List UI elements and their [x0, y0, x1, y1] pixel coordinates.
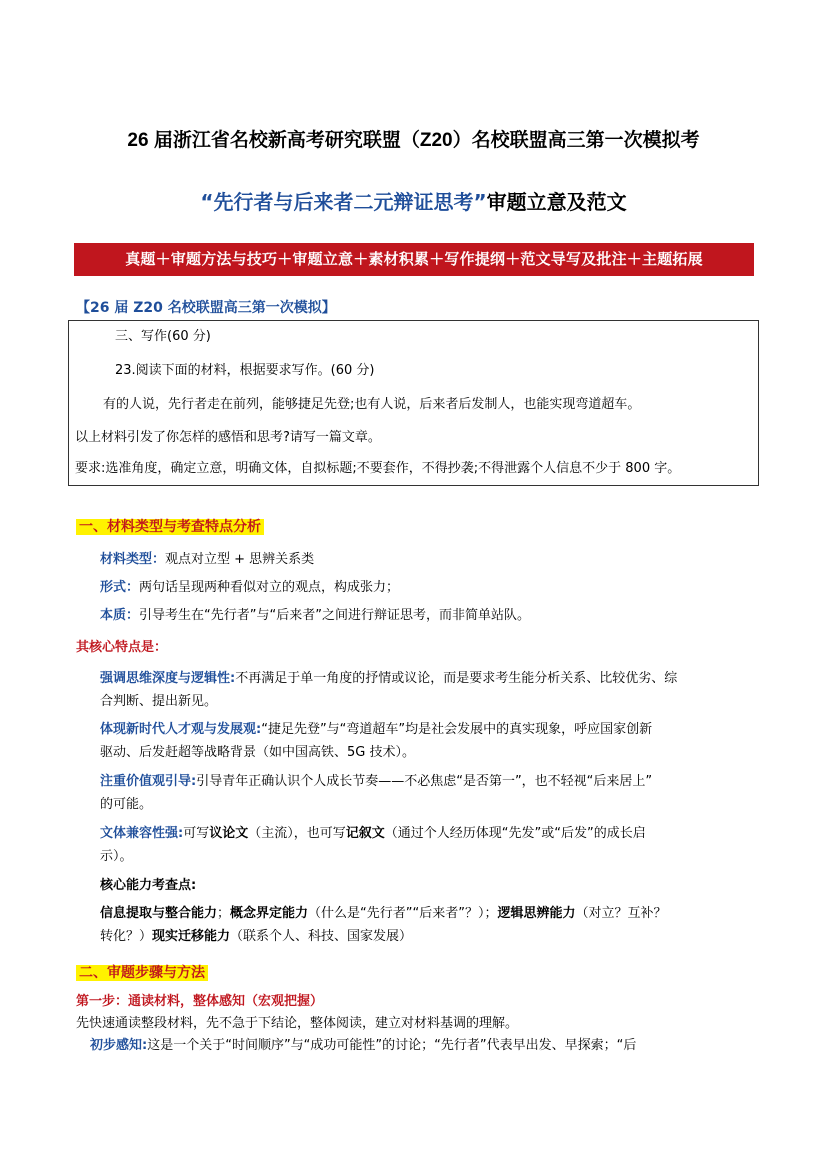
- step1-text: 先快速通读整段材料，先不急于下结论，整体阅读，建立对材料基调的理解。: [76, 1016, 519, 1031]
- ability-heading: 核心能力考查点:: [100, 878, 197, 893]
- question-material: 有的人说，先行者走在前列，能够捷足先登;也有人说，后来者后发制人，也能实现弯道超车。: [103, 397, 641, 412]
- question-requirement: 要求:选准角度，确定立意，明确文体，自拟标题;不要套作，不得抄袭;不得泄露个人信息不少于 800 字。: [75, 461, 681, 476]
- exam-label: 【26 届 Z20 名校联盟高三第一次模拟】: [76, 300, 336, 316]
- question-box: [68, 320, 759, 486]
- point2: 体现新时代人才观与发展观:“捷足先登”与“弯道超车”均是社会发展中的真实现象，呼应国家创新 驱动、后发赶超等战略背景（如中国高铁、5G 技术）。: [100, 722, 653, 760]
- subtitle-topic: “先行者与后来者二元辩证思考”: [200, 190, 487, 214]
- question-section: 三、写作(60 分): [115, 329, 211, 344]
- step1-heading: 第一步：通读材料，整体感知（宏观把握）: [76, 994, 324, 1009]
- section2-heading: 二、审题步骤与方法: [76, 962, 208, 983]
- section1-heading: 一、材料类型与考查特点分析: [76, 516, 264, 537]
- document-title: 26 届浙江省名校新高考研究联盟（Z20）名校联盟高三第一次模拟考: [127, 130, 700, 151]
- ability-points: 信息提取与整合能力；概念界定能力（什么是“先行者”“后来者”？）；逻辑思辨能力（对立？互补？ 转化？）现实迁移能力（联系个人、科技、国家发展）: [100, 906, 667, 944]
- form-line: 形式：两句话呈现两种看似对立的观点，构成张力；: [100, 580, 400, 595]
- core-features-heading: 其核心特点是：: [76, 640, 168, 655]
- material-type-line: 材料类型：观点对立型 + 思辨关系类: [100, 552, 315, 567]
- essence-line: 本质：引导考生在“先行者”与“后来者”之间进行辩证思考，而非简单站队。: [100, 608, 530, 623]
- initial-perception: 初步感知:这是一个关于“时间顺序”与“成功可能性”的讨论；“先行者”代表早出发、早探索；“后: [90, 1038, 637, 1053]
- point4: 文体兼容性强:可写议论文（主流），也可写记叙文（通过个人经历体现“先发”或“后发”的成长启 示）。: [100, 826, 646, 864]
- point1: 强调思维深度与逻辑性:不再满足于单一角度的抒情或议论，而是要求考生能分析关系、比较优劣、综 合判断、提出新见。: [100, 671, 678, 709]
- contents-banner: 真题＋审题方法与技巧＋审题立意＋素材积累＋写作提纲＋范文导写及批注＋主题拓展: [74, 243, 754, 276]
- question-text: 以上材料引发了你怎样的感悟和思考?请写一篇文章。: [75, 430, 381, 445]
- subtitle-rest: 审题立意及范文: [486, 190, 627, 214]
- point3: 注重价值观引导:引导青年正确认识个人成长节奏——不必焦虑“是否第一”，也不轻视“后来居上” 的可能。: [100, 774, 653, 812]
- question-prompt: 23.阅读下面的材料，根据要求写作。(60 分): [115, 363, 375, 378]
- document-subtitle: [0, 188, 827, 216]
